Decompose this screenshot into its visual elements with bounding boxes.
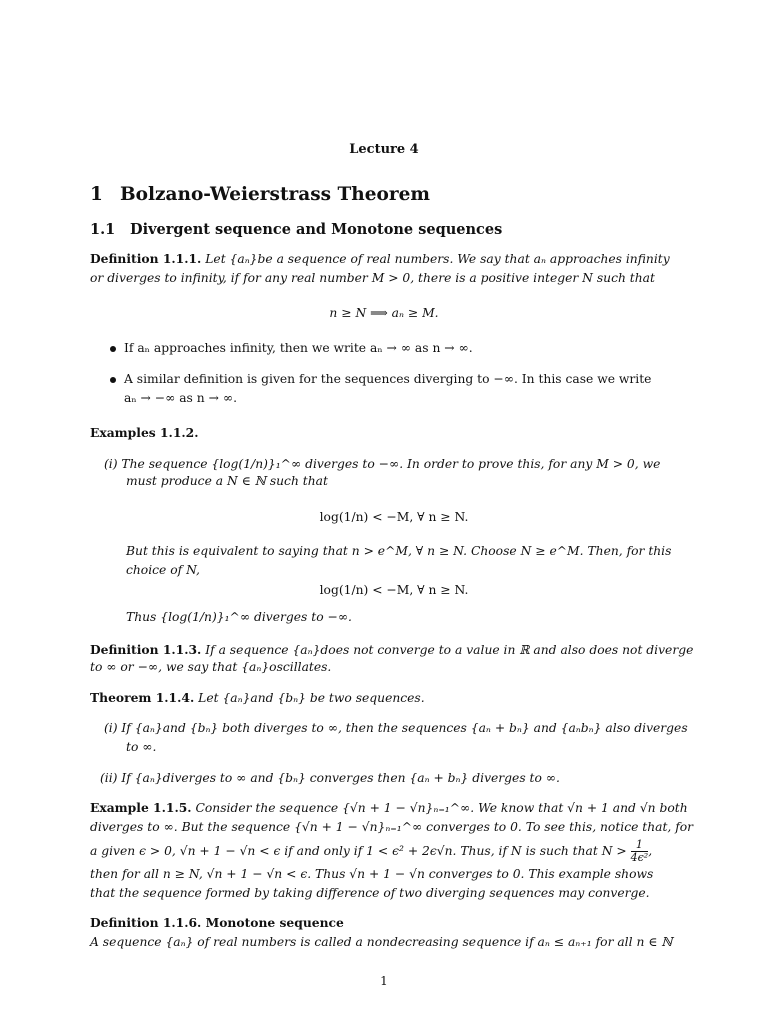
example-i-line-3: But this is equivalent to saying that n > e^M, ∀ n ≥ N. Choose N ≥ e^M. Then, for this: [126, 544, 672, 558]
section-heading: [90, 184, 430, 205]
section-number: 1: [90, 184, 103, 205]
example-i-line-4: choice of N,: [126, 563, 200, 577]
example-text: a given ϵ > 0, √n + 1 − √n < ϵ if and only if 1 < ϵ² + 2ϵ√n. Thus, if N is such that N >: [90, 844, 627, 858]
example-i-line-1: (i) The sequence {log(1/n)}₁^∞ diverges to −∞. In order to prove this, for any M > 0, we: [104, 457, 661, 471]
fraction-denominator: 4ϵ²: [630, 851, 649, 864]
definition-1-1-1-line-1: [90, 249, 670, 270]
example-1-1-5-line-5: that the sequence formed by taking difference of two diverging sequences may converge.: [90, 886, 650, 900]
example-i-line-5: Thus {log(1/n)}₁^∞ diverges to −∞.: [126, 610, 352, 624]
definition-text: Let {aₙ}be a sequence of real numbers. We say that aₙ approaches infinity: [205, 252, 670, 266]
definition-1-1-6-line-1: A sequence {aₙ} of real numbers is called a nondecreasing sequence if aₙ ≤ aₙ₊₁ for all n ∈ ℕ: [90, 935, 673, 949]
examples-label: Examples 1.1.2.: [90, 425, 199, 440]
bullet-1-text: If aₙ approaches infinity, then we write aₙ → ∞ as n → ∞.: [124, 341, 473, 355]
punctuation: ,: [648, 844, 653, 858]
bullet-2-line-2: aₙ → −∞ as n → ∞.: [124, 391, 237, 405]
display-equation: n ≥ N ⟹ aₙ ≥ M.: [329, 306, 439, 320]
subsection-heading: [90, 221, 502, 238]
bullet-2-line-1: A similar definition is given for the sequences diverging to −∞. In this case we write: [124, 372, 652, 386]
theorem-label: Theorem 1.1.4.: [90, 690, 195, 705]
example-label: Example 1.1.5.: [90, 800, 192, 815]
theorem-part-ii: (ii) If {aₙ}diverges to ∞ and {bₙ} converges then {aₙ + bₙ} diverges to ∞.: [100, 771, 560, 785]
example-1-1-5-line-4: then for all n ≥ N, √n + 1 − √n < ϵ. Thus √n + 1 − √n converges to 0. This example shows: [90, 867, 654, 881]
example-1-1-5-line-3: [90, 836, 652, 866]
section-title: Bolzano-Weierstrass Theorem: [120, 184, 430, 205]
bullet-dot: [110, 377, 116, 383]
subsection-number: 1.1: [90, 221, 116, 238]
example-1-1-5-line-1: [90, 798, 688, 819]
bullet-dot: [110, 346, 116, 352]
display-equation: log(1/n) < −M, ∀ n ≥ N.: [319, 583, 469, 597]
definition-1-1-6-label: Definition 1.1.6. Monotone sequence: [90, 915, 344, 930]
theorem-part-i-line-1: (i) If {aₙ}and {bₙ} both diverges to ∞, then the sequences {aₙ + bₙ} and {aₙbₙ} also diverges: [104, 721, 688, 735]
example-1-1-5-line-2: diverges to ∞. But the sequence {√n + 1 − √n}ₙ₌₁^∞ converges to 0. To see this, notice that, for: [90, 820, 694, 834]
subsection-title: Divergent sequence and Monotone sequences: [130, 221, 503, 238]
fraction: [631, 839, 649, 864]
example-i-line-2: must produce a N ∈ ℕ such that: [126, 474, 328, 488]
example-text: Consider the sequence {√n + 1 − √n}ₙ₌₁^∞. We know that √n + 1 and √n both: [195, 801, 688, 815]
definition-1-1-1-line-2: or diverges to infinity, if for any real number M > 0, there is a positive integer N such that: [90, 271, 655, 285]
theorem-part-i-line-2: to ∞.: [126, 740, 157, 754]
page-number: 1: [380, 974, 388, 988]
display-equation: log(1/n) < −M, ∀ n ≥ N.: [319, 510, 469, 524]
definition-text: If a sequence {aₙ}does not converge to a value in ℝ and also does not diverge: [205, 643, 694, 657]
fraction-numerator: 1: [631, 839, 649, 852]
theorem-text: Let {aₙ}and {bₙ} be two sequences.: [198, 691, 425, 705]
definition-label: Definition 1.1.3.: [90, 642, 202, 657]
definition-label: Definition 1.1.1.: [90, 251, 202, 266]
lecture-title: Lecture 4: [349, 142, 419, 157]
theorem-1-1-4-intro: [90, 688, 425, 709]
definition-1-1-3-line-2: to ∞ or −∞, we say that {aₙ}oscillates.: [90, 660, 332, 674]
